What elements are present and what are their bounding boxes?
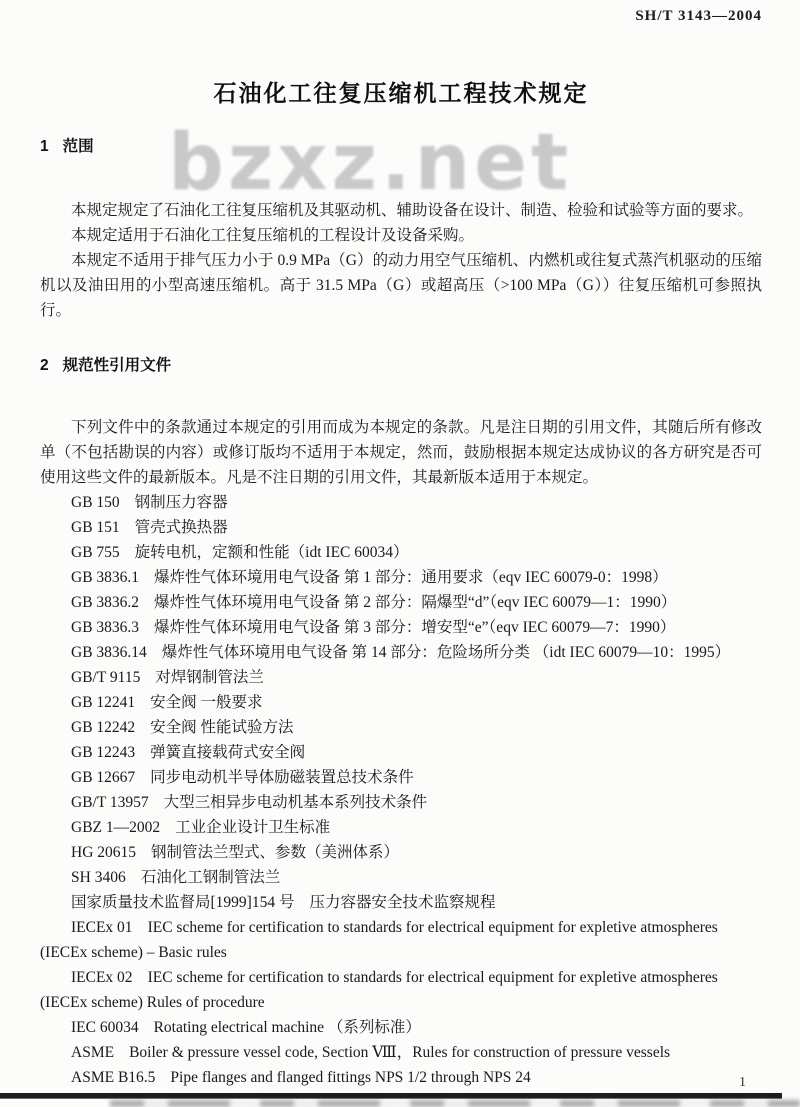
references-list [40, 490, 762, 1090]
reference-code: GB 3836.1 [71, 569, 140, 586]
reference-entry [40, 865, 762, 890]
reference-code: ASME B16.5 [71, 1069, 156, 1086]
reference-title: 安全阀 一般要求 [150, 694, 263, 711]
document-title: 石油化工往复压缩机工程技术规定 [213, 80, 589, 106]
reference-entry [40, 615, 762, 640]
reference-title: 爆炸性气体环境用电气设备 第 2 部分：隔爆型“d”（eqv IEC 60079—1：1990） [154, 594, 677, 611]
reference-code: IEC 60034 [71, 1019, 139, 1036]
standard-code: SH/T 3143—2004 [635, 8, 762, 24]
section-number: 1 [40, 138, 49, 155]
reference-entry [40, 1065, 762, 1090]
reference-entry [40, 840, 762, 865]
reference-title: 爆炸性气体环境用电气设备 第 14 部分：危险场所分类 （idt IEC 60079—10：1995） [161, 644, 731, 661]
section-1-paragraphs [40, 198, 762, 323]
reference-title: 安全阀 性能试验方法 [150, 719, 294, 736]
reference-code: GB 151 [71, 519, 120, 536]
reference-code: GB 12241 [71, 694, 136, 711]
reference-title: 工业企业设计卫生标准 [175, 819, 331, 836]
reference-code: IECEx 02 [71, 969, 133, 986]
reference-title: 同步电动机半导体励磁装置总技术条件 [150, 769, 414, 786]
reference-entry [40, 715, 762, 740]
reference-entry [40, 765, 762, 790]
reference-title: 爆炸性气体环境用电气设备 第 3 部分：增安型“e”（eqv IEC 60079—7：1990） [154, 619, 676, 636]
reference-entry [40, 515, 762, 540]
reference-code: SH 3406 [71, 869, 126, 886]
reference-entry [40, 590, 762, 615]
scan-artifact-strip [110, 1100, 800, 1107]
section-number: 2 [40, 357, 49, 374]
reference-entry [40, 665, 762, 690]
reference-title: Rotating electrical machine （系列标准） [153, 1019, 421, 1036]
reference-code: GB 3836.2 [71, 594, 140, 611]
reference-entry [40, 540, 762, 565]
reference-title: 对焊钢制管法兰 [155, 669, 264, 686]
reference-code: GB 3836.14 [71, 644, 147, 661]
section-heading-text: 规范性引用文件 [62, 357, 172, 374]
reference-code: GB 12243 [71, 744, 136, 761]
section-2-heading [40, 353, 762, 375]
reference-title: 爆炸性气体环境用电气设备 第 1 部分：通用要求（eqv IEC 60079-0：1998） [154, 569, 668, 586]
reference-entry [40, 815, 762, 840]
reference-title: 弹簧直接载荷式安全阀 [150, 744, 306, 761]
paragraph: 本规定规定了石油化工往复压缩机及其驱动机、辅助设备在设计、制造、检验和试验等方面的要求。 [71, 202, 754, 219]
reference-entry [40, 640, 762, 665]
watermark: bzxz.net [168, 118, 573, 208]
paragraph: 本规定适用于石油化工往复压缩机的工程设计及设备采购。 [71, 227, 475, 244]
reference-title: Boiler & pressure vessel code, Section Ⅷ，Rules for construction of pressure vessels [129, 1044, 671, 1061]
reference-title: 旋转电机，定额和性能（idt IEC 60034） [134, 544, 409, 561]
reference-code: GB 12667 [71, 769, 136, 786]
reference-title: 管壳式换热器 [134, 519, 228, 536]
reference-entry [40, 915, 762, 965]
reference-title: 钢制管法兰型式、参数（美洲体系） [151, 844, 400, 861]
reference-title: IEC scheme for certification to standards for electrical equipment for expletive atmospheres (IECEx scheme) Rules of procedure [40, 969, 718, 1011]
reference-entry [40, 565, 762, 590]
reference-code: GB 150 [71, 494, 120, 511]
paragraph: 本规定不适用于排气压力小于 0.9 MPa（G）的动力用空气压缩机、内燃机或往复式蒸汽机驱动的压缩机以及油田用的小型高速压缩机。高于 31.5 MPa（G）或超高压（>100 MPa（G））往复压缩机可参照执行。 [40, 252, 762, 319]
section-1-heading [40, 134, 762, 156]
reference-entry [40, 690, 762, 715]
reference-title: 压力容器安全技术监察规程 [309, 894, 496, 911]
reference-entry [40, 1040, 762, 1065]
page-number: 1 [739, 1075, 746, 1090]
reference-code: GB 755 [71, 544, 120, 561]
section-heading-text: 范围 [62, 138, 94, 155]
reference-entry [40, 740, 762, 765]
section-2-paragraphs [40, 415, 762, 490]
reference-code: GB 3836.3 [71, 619, 140, 636]
reference-code: GBZ 1—2002 [71, 819, 161, 836]
reference-code: HG 20615 [71, 844, 137, 861]
reference-entry [40, 965, 762, 1015]
footer-rule [0, 1093, 782, 1098]
reference-entry [40, 490, 762, 515]
reference-code: GB 12242 [71, 719, 136, 736]
reference-code: GB/T 13957 [71, 794, 149, 811]
reference-code: 国家质量技术监督局[1999]154 号 [71, 894, 295, 911]
reference-title: 石油化工钢制管法兰 [140, 869, 281, 886]
reference-code: ASME [71, 1044, 115, 1061]
reference-title: 大型三相异步电动机基本系列技术条件 [163, 794, 428, 811]
reference-title: IEC scheme for certification to standards for electrical equipment for expletive atmospheres (IECEx scheme) – Basic rules [40, 919, 718, 961]
reference-title: Pipe flanges and flanged fittings NPS 1/2 through NPS 24 [170, 1069, 531, 1086]
paragraph: 下列文件中的条款通过本规定的引用而成为本规定的条款。凡是注日期的引用文件，其随后所有修改单（不包括勘误的内容）或修订版均不适用于本规定，然而，鼓励根据本规定达成协议的各方研究是否可使用这些文件的最新版本。凡是不注日期的引用文件，其最新版本适用于本规定。 [40, 419, 762, 486]
reference-code: IECEx 01 [71, 919, 133, 936]
reference-entry [40, 790, 762, 815]
page-content [40, 0, 762, 1090]
reference-code: GB/T 9115 [71, 669, 141, 686]
reference-entry [40, 1015, 762, 1040]
reference-entry [40, 890, 762, 915]
reference-title: 钢制压力容器 [134, 494, 228, 511]
